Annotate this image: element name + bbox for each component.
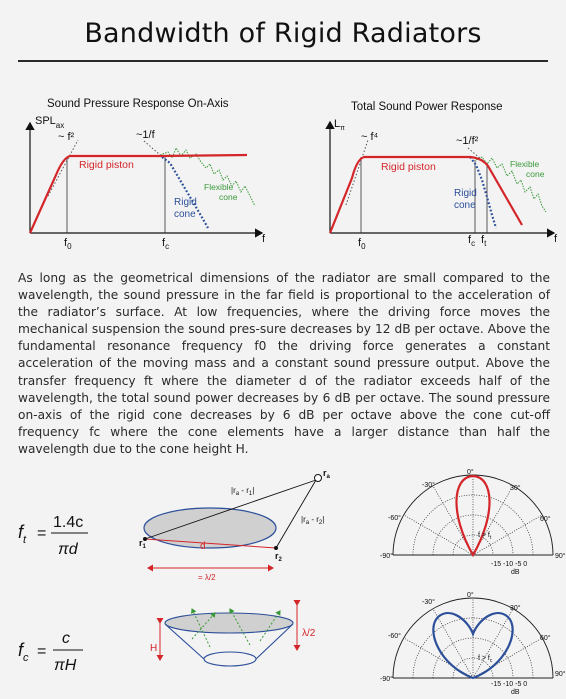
polar-top-db-ticks: -15 -10 -5 0 xyxy=(491,561,528,568)
polar-top-minus30deg: -30° xyxy=(422,482,435,489)
polar-top-0deg: 0° xyxy=(467,469,474,476)
label-dist-2: $|r_a - r_2|$ xyxy=(301,515,325,526)
polar-top-minus60deg: -60° xyxy=(388,515,401,522)
label-rigid-cone-right-1: Rigid xyxy=(454,188,477,199)
rigid-piston-curve-left xyxy=(30,155,247,233)
slope-high-right: ~1/f² xyxy=(456,135,479,147)
formulas xyxy=(0,500,120,690)
polar-grid-bottom xyxy=(393,598,553,678)
point-ra xyxy=(315,475,322,482)
body-paragraph xyxy=(18,270,550,458)
polar-bottom-minus90deg: -90° xyxy=(380,676,393,683)
formula-ft-eq: = xyxy=(37,525,47,542)
formula-ft-lhs: $f_t$ xyxy=(18,522,27,546)
label-lambda-cone: λ/2 xyxy=(302,628,316,639)
ylabel-left: $SPL_{ax}$ xyxy=(35,115,65,130)
label-rigid-cone-left-2: cone xyxy=(174,209,196,220)
label-lambda-piston: = λ/2 xyxy=(198,573,216,582)
formula-fc-lhs: $f_c$ xyxy=(18,640,29,664)
plot-right xyxy=(290,0,566,260)
cone-top-rim xyxy=(165,613,293,633)
formula-ft-num: 1.4c xyxy=(53,514,84,531)
label-flexible-cone-right-2: cone xyxy=(526,169,545,179)
label-r2: $r_2$ xyxy=(275,551,282,563)
polar-bottom-minus60deg: -60° xyxy=(388,633,401,640)
polar-top-90deg: 90° xyxy=(555,553,566,560)
label-d: d xyxy=(200,541,206,552)
tick-fc-left: $f_c$ xyxy=(162,237,170,251)
xlabel-right: f xyxy=(554,233,558,245)
polar-plot-top xyxy=(380,465,566,580)
dotted-asymptote-low-left xyxy=(48,140,78,196)
label-h: H xyxy=(150,643,158,654)
polar-top-condition: $f > f_t$ xyxy=(478,532,492,541)
formula-ft-den: πd xyxy=(58,541,78,558)
polar-bottom-30deg: 30° xyxy=(510,605,521,612)
point-r1 xyxy=(143,537,147,541)
slope-high-left: ~1/f xyxy=(136,129,155,141)
body-text: As long as the geometrical dimensions of the radiator are small compared to the wavelength, the sound pressure in the far field is proportional to the acceleration of the radiator’s surface. At low frequencies, where the driving force moves the mechanical suspension the sound pres-sure decreases by 12 dB per octave. Above the fundamental resonance frequency f0 the driving force generates a constant acceleration of the moving mass and a constant sound pressure output. Above the transfer frequency ft where the diameter d of the radiator exceeds half of the wavelength, the total sound power decreases by 6 dB per octave. The sound pressure on-axis of the rigid cone decreases by 6 dB per octave above the cone cut-off frequency fc where the cone elements have a larger distance than half the wavelength due to the cone height H. xyxy=(18,271,550,456)
plot-left-title: Sound Pressure Response On-Axis xyxy=(47,98,229,110)
plot-right-title: Total Sound Power Response xyxy=(351,101,503,113)
tick-f0-left: $f_0$ xyxy=(64,237,72,251)
point-r2 xyxy=(274,546,278,550)
dotted-asymptote-low-right xyxy=(346,140,368,205)
polar-pattern-top xyxy=(456,476,489,555)
polar-bottom-minus30deg: -30° xyxy=(422,599,435,606)
ylabel-right: $L_\pi$ xyxy=(334,118,345,132)
formula-fc-den: πH xyxy=(54,657,77,674)
label-r1: $r_1$ xyxy=(139,538,146,550)
polar-plot-bottom xyxy=(380,590,566,699)
label-flexible-cone-right-1: Flexible xyxy=(510,159,540,169)
polar-top-60deg: 60° xyxy=(540,516,551,523)
polar-bottom-90deg: 90° xyxy=(555,671,566,678)
tick-ft-right: $f_t$ xyxy=(481,234,487,248)
label-rigid-cone-right-2: cone xyxy=(454,200,476,211)
tick-fc-right: $f_c$ xyxy=(468,234,476,248)
cone-diagram xyxy=(140,595,330,690)
cone-bottom xyxy=(204,652,256,666)
polar-top-minus90deg: -90° xyxy=(380,553,393,560)
label-flexible-cone-left-1: Flexible xyxy=(204,182,234,192)
polar-grid-top xyxy=(393,475,553,555)
piston-disc xyxy=(144,508,276,548)
formula-fc-num: c xyxy=(62,630,70,647)
label-rigid-piston-left: Rigid piston xyxy=(79,159,134,171)
label-dist-1: $|r_a - r_1|$ xyxy=(231,486,255,497)
slope-low-left: ~ f² xyxy=(58,131,75,143)
label-rigid-piston-right: Rigid piston xyxy=(381,161,436,173)
label-flexible-cone-left-2: cone xyxy=(219,192,238,202)
page-title: Bandwidth of Rigid Radiators xyxy=(84,18,482,49)
formula-fc-eq: = xyxy=(37,643,47,660)
label-ra: $r_a$ xyxy=(323,468,330,480)
polar-bottom-db-unit: dB xyxy=(511,689,520,696)
polar-top-30deg: 30° xyxy=(510,485,521,492)
piston-diagram xyxy=(120,465,360,585)
polar-bottom-db-ticks: -15 -10 -5 0 xyxy=(491,681,528,688)
line-r2-ra xyxy=(276,480,316,548)
slope-low-right: ~ f⁴ xyxy=(361,131,379,143)
tick-f0-right: $f_0$ xyxy=(358,237,366,251)
plot-left xyxy=(0,0,290,260)
polar-bottom-60deg: 60° xyxy=(540,635,551,642)
polar-bottom-condition: $f > f_c$ xyxy=(478,655,493,664)
polar-top-db-unit: dB xyxy=(511,569,520,576)
polar-bottom-0deg: 0° xyxy=(467,592,474,599)
xlabel-left: f xyxy=(262,233,266,245)
label-rigid-cone-left-1: Rigid xyxy=(174,197,197,208)
